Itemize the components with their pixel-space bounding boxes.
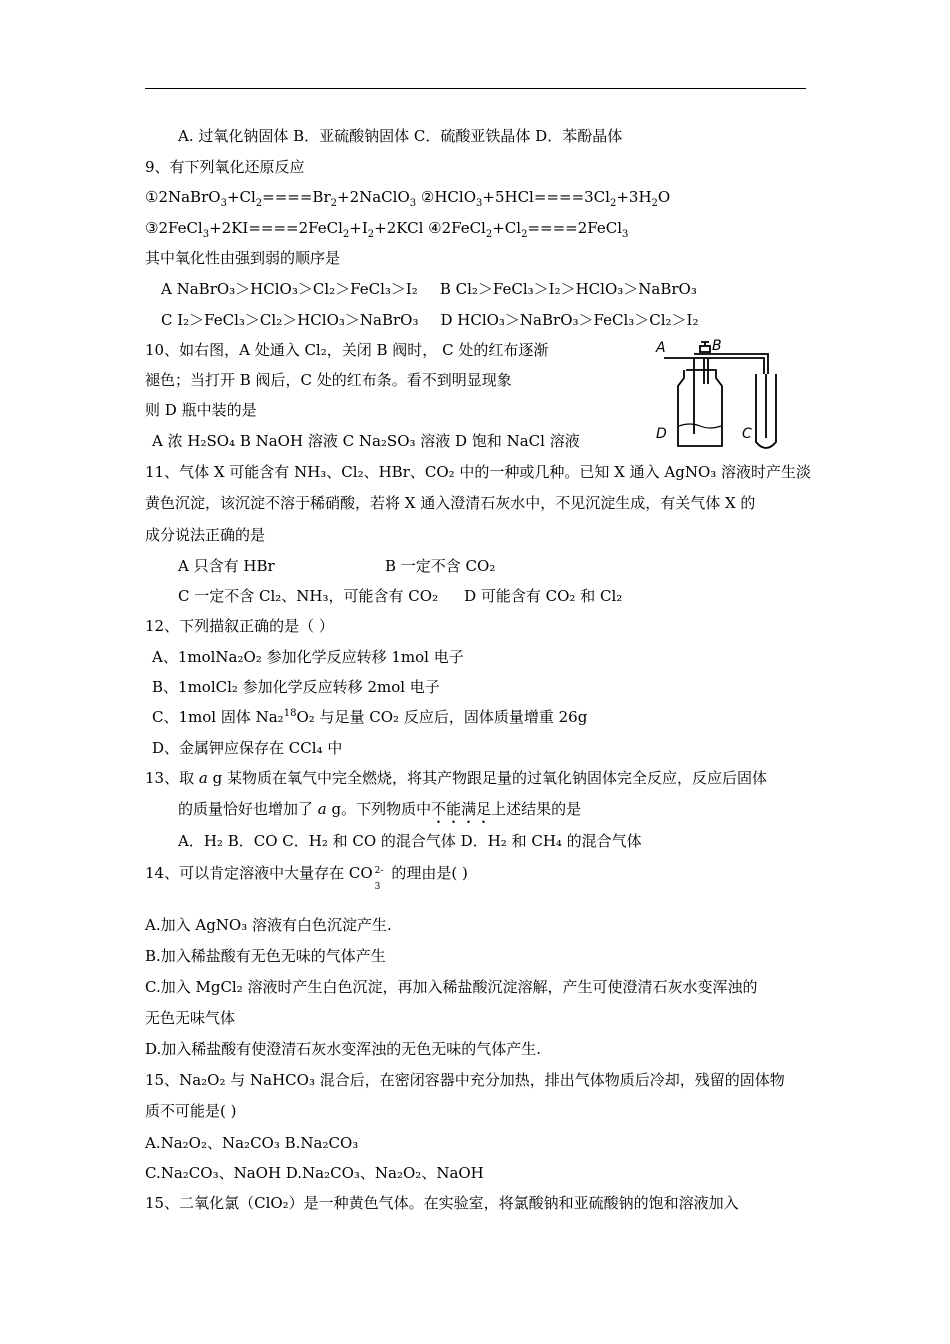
q10-line-3: 则 D 瓶中装的是 [145, 401, 257, 419]
q12-option-d[interactable]: D、金属钾应保存在 CCl₄ 中 [152, 739, 343, 757]
q9-options-cd [161, 310, 698, 330]
q14-option-b[interactable]: B.加入稀盐酸有无色无味的气体产生 [145, 947, 386, 965]
q13-options: A．H₂ B．CO C．H₂ 和 CO 的混合气体 D．H₂ 和 CH₄ 的混合气体 [178, 832, 642, 850]
q14-option-c-2: 无色无味气体 [145, 1009, 236, 1027]
q9-option-a[interactable]: A NaBrO₃＞HClO₃＞Cl₂＞FeCl₃＞I₂ [161, 280, 418, 298]
q9-reactions-1: $①2NaBrO_3+Cl_2====Br_2+2NaClO_3$ $②HClO_3+5HCl====3Cl_2+3H_2O$ [145, 188, 671, 209]
label-d: D [656, 426, 667, 442]
label-a: A [656, 340, 666, 356]
q15a-line-1: 15、Na₂O₂ 与 NaHCO₃ 混合后，在密闭容器中充分加热，排出气体物质后冷却，残留的固体物 [145, 1071, 785, 1089]
q9-options-ab [161, 279, 697, 299]
q14-option-d[interactable]: D.加入稀盐酸有使澄清石灰水变浑浊的无色无味的气体产生. [145, 1040, 542, 1058]
q15a-options-ab: A.Na₂O₂、Na₂CO₃ B.Na₂CO₃ [145, 1134, 359, 1152]
q10-line-2: 褪色；当打开 B 阀后，C 处的红布条。看不到明显现象 [145, 371, 512, 389]
q11-option-a[interactable]: A 只含有 HBr [178, 557, 275, 575]
q9-option-b[interactable]: B Cl₂＞FeCl₃＞I₂＞HClO₃＞NaBrO₃ [439, 280, 697, 298]
q10-line-1: 10、如右图，A 处通入 Cl₂，关闭 B 阀时， C 处的红布逐渐 [145, 341, 549, 359]
q9-option-c[interactable]: C I₂＞FeCl₃＞Cl₂＞HClO₃＞NaBrO₃ [161, 311, 419, 329]
q13-line-1: 13、取 a g 某物质在氧气中完全燃烧，将其产物跟足量的过氧化钠固体完全反应，反应后固体 [145, 769, 767, 787]
q12-stem: 12、下列描叙正确的是（ ） [145, 617, 334, 635]
header-rule [145, 88, 806, 89]
q12-option-c[interactable]: C、1mol 固体 Na₂$^{18}$O₂ 与足量 CO₂ 反应后，固体质量增重 26g [152, 708, 588, 726]
q13-line-2: 的质量恰好也增加了 a g。下列物质中不能满足上述结果的是 [178, 800, 582, 818]
q15a-line-2: 质不可能是( ) [145, 1102, 237, 1120]
q11-line-2: 黄色沉淀，该沉淀不溶于稀硝酸，若将 X 通入澄清石灰水中，不见沉淀生成，有关气体 X 的 [145, 494, 756, 512]
q12-option-a[interactable]: A、1molNa₂O₂ 参加化学反应转移 1mol 电子 [152, 648, 464, 666]
q15b-line-1: 15、二氧化氯（ClO₂）是一种黄色气体。在实验室，将氯酸钠和亚硫酸钠的饱和溶液加入 [145, 1194, 739, 1212]
emphasis-not-satisfy: 不能满足 [431, 800, 492, 818]
label-c: C [742, 426, 752, 442]
gas-apparatus-diagram [650, 334, 790, 456]
q11-options-ab [178, 556, 495, 576]
q11-line-3: 成分说法正确的是 [145, 526, 266, 544]
q11-options-cd [178, 586, 622, 606]
q9-stem: 9、有下列氧化还原反应 [145, 158, 305, 176]
label-b: B [712, 338, 722, 354]
q9-reactions-2: $③2FeCl_3+2KI====2FeCl_2+I_2+2KCl$ $④2FeCl_2+Cl_2====2FeCl_3$ [145, 219, 629, 240]
q11-option-b[interactable]: B 一定不含 CO₂ [385, 557, 496, 575]
q14-option-a[interactable]: A.加入 AgNO₃ 溶液有白色沉淀产生. [145, 916, 392, 934]
q10-options: A 浓 H₂SO₄ B NaOH 溶液 C Na₂SO₃ 溶液 D 饱和 NaCl 溶液 [152, 432, 580, 450]
q11-option-d[interactable]: D 可能含有 CO₂ 和 Cl₂ [464, 587, 623, 605]
q12-option-b[interactable]: B、1molCl₂ 参加化学反应转移 2mol 电子 [152, 678, 440, 696]
q11-option-c[interactable]: C 一定不含 Cl₂、NH₃，可能含有 CO₂ [178, 587, 439, 605]
q15a-options-cd: C.Na₂CO₃、NaOH D.Na₂CO₃、Na₂O₂、NaOH [145, 1164, 484, 1182]
q8-options: A. 过氧化钠固体 B．亚硫酸钠固体 C．硫酸亚铁晶体 D．苯酚晶体 [178, 127, 623, 145]
q14-stem: 14、可以肯定溶液中大量存在 CO 2- 3 的理由是( ) [145, 864, 468, 892]
q9-option-d[interactable]: D HClO₃＞NaBrO₃＞FeCl₃＞Cl₂＞I₂ [440, 311, 699, 329]
q14-option-c-1[interactable]: C.加入 MgCl₂ 溶液时产生白色沉淀，再加入稀盐酸沉淀溶解，产生可使澄清石灰水变浑浊的 [145, 978, 758, 996]
q9-ask: 其中氧化性由强到弱的顺序是 [145, 249, 341, 267]
q11-line-1: 11、气体 X 可能含有 NH₃、Cl₂、HBr、CO₂ 中的一种或几种。已知 X 通入 AgNO₃ 溶液时产生淡 [145, 463, 812, 481]
apparatus-lines [664, 342, 776, 448]
